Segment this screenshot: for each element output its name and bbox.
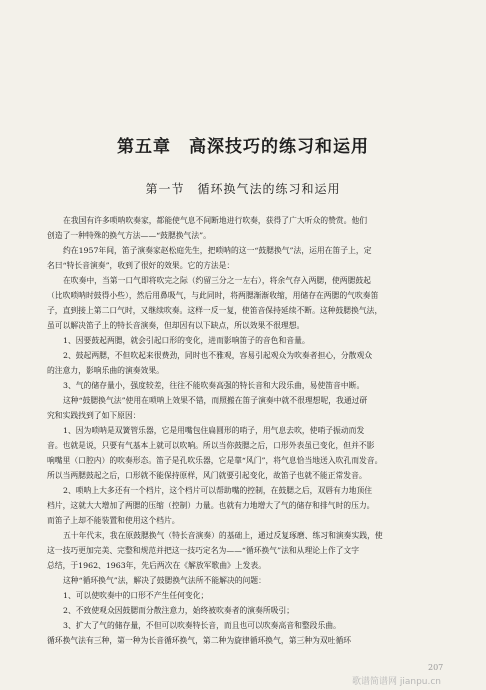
page-number: 207 — [428, 663, 444, 672]
text-line: （比吹唢呐时鼓得小些），然后用鼻吸气，与此同时，将两腮渐渐收缩，用储存在两腮的气吹奏笛 — [47, 291, 379, 300]
text-line: 2、不致使观众因鼓腮而分散注意力，始终被吹奏者的演奏所吸引； — [63, 606, 295, 615]
text-line: 3、扩大了气的储存量，不但可以吹奏特长音，而且也可以吹奏高音和整段乐曲。 — [63, 621, 341, 630]
text-line: 1、因为唢呐是双簧管乐器，它是用嘴包住扁圆形的哨子，用气息去吹，使哨子振动而发 — [63, 426, 365, 435]
text-line: 档片，这就大大增加了两腮的压缩（控制）力量。也就有力地增大了气的储存和排气时的压力。 — [47, 501, 375, 510]
text-line: 五十年代末，我在原鼓腮换气（特长音演奏）的基础上，通过反复琢磨、练习和演奏实践，使 — [63, 531, 383, 540]
text-line: 在我国有许多唢呐吹奏家，都能使气息不间断地进行吹奏，获得了广大听众的赞赏。他们 — [63, 216, 368, 225]
text-line: 而笛子上却不能装置和使用这个档片。 — [47, 516, 180, 525]
text-line: 在吹奏中，当第一口气即将吹完之际（约留三分之一左右），将余气存入两腮，使两腮鼓起 — [63, 276, 371, 285]
text-line: 这一技巧更加完美、完整和规范并把这一技巧定名为——“循环换气”法和从理论上作了文字 — [47, 546, 360, 555]
text-line: 名曰“特长音演奏”，收到了很好的效果。它的方法是： — [47, 261, 235, 270]
text-line: 这种“循环换气”法，解决了鼓腮换气法所不能解决的问题： — [63, 576, 266, 585]
text-line: 3、气的储存量小，强度较差，往往不能吹奏高强的特长音和大段乐曲，易使笛音中断。 — [63, 381, 365, 390]
text-line: 音。也就是说，只要有气基本上就可以吹响。所以当你鼓腮之后，口形外表虽已变化，但并不影 — [47, 441, 375, 450]
text-line: 2、唢呐上大多还有一个档片，这个档片可以帮助嘴的控制，在鼓腮之后，双唇有力地顶住 — [63, 486, 373, 495]
text-line: 响嘴里（口腔内）的吹奏形态。笛子是孔吹乐器，它是靠“风门”，将气息恰当地送入吹孔而发音。 — [47, 456, 383, 465]
text-line: 这种“鼓腮换气法”使用在唢呐上效果不错，而照搬在笛子演奏中就不很理想呢，我通过研 — [63, 396, 368, 405]
body-text — [47, 213, 464, 648]
text-line: 循环换气法有三种，第一种为长音循环换气，第二种为旋律循环换气，第三种为双吐循环 — [47, 636, 352, 645]
text-line: 创造了一种特殊的换气方法——“鼓腮换气法”。 — [47, 231, 211, 240]
text-line: 2、鼓起两腮，不但吹起来很费劲，同时也不雅观，容易引起观众为吹奏者担心，分散观众 — [63, 351, 373, 360]
section-title: 第一节 循环换气法的练习和运用 — [145, 182, 341, 196]
text-line: 总结，于1962、1963年，先后两次在《解放军歌曲》上发表。 — [47, 561, 267, 570]
text-line: 究和实践找到了如下原因： — [47, 411, 141, 420]
text-line: 约在1957年间，笛子演奏家赵松庭先生，把唢呐的这一“鼓腮换气”法，运用在笛子上，定 — [63, 246, 372, 255]
text-line: 所以当两腮鼓起之后，口形就不能保持原样，风门就要引起变化，故笛子也就不能正常发音。 — [47, 471, 367, 480]
watermark-logo: 歌谱简谱网 jianpu.cn — [352, 677, 442, 687]
text-line: 的注意力，影响乐曲的演奏效果。 — [47, 366, 164, 375]
text-line: 虽可以解决笛子上的特长音演奏，但却因有以下缺点，所以效果不很理想。 — [47, 321, 305, 330]
text-line: 1、可以使吹奏中的口形不产生任何变化； — [63, 591, 209, 600]
text-line: 1、因要鼓起两腮，就会引起口形的变化，进而影响笛子的音色和音量。 — [63, 336, 310, 345]
text-line: 子，直到接上第二口气时，又继续吹奏。这样一反一复，使笛音保持延续不断。这种鼓腮换气法， — [47, 306, 383, 315]
chapter-title: 第五章 高深技巧的练习和运用 — [117, 137, 369, 157]
